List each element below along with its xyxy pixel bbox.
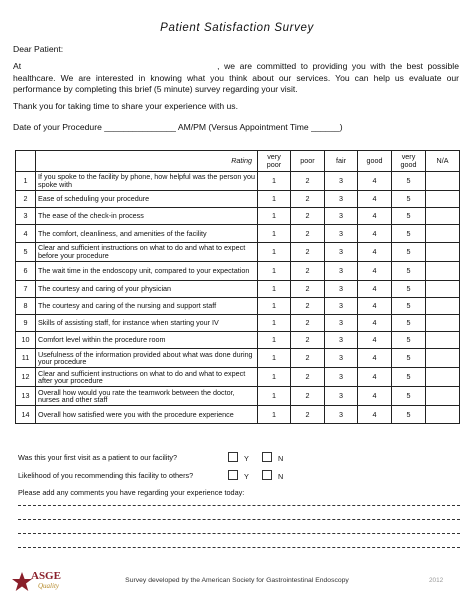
rating-option-5[interactable]: 5 xyxy=(392,225,426,242)
rating-option-5[interactable]: 5 xyxy=(392,349,426,368)
rating-option-5[interactable]: 5 xyxy=(392,406,426,423)
rating-option-na[interactable] xyxy=(426,191,460,208)
row-number: 3 xyxy=(16,208,36,225)
col-fair: fair xyxy=(325,151,358,172)
col-very-good: very good xyxy=(392,151,426,172)
comment-line[interactable] xyxy=(18,505,460,506)
rating-option-3[interactable]: 3 xyxy=(325,332,358,349)
table-row xyxy=(16,242,460,261)
comments-prompt: Please add any comments you have regarding your experience today: xyxy=(18,488,245,497)
rating-option-1[interactable]: 1 xyxy=(258,261,291,280)
row-number: 7 xyxy=(16,280,36,297)
rating-option-2[interactable]: 2 xyxy=(291,172,325,191)
table-row xyxy=(16,314,460,331)
row-number: 1 xyxy=(16,172,36,191)
page-title: Patient Satisfaction Survey xyxy=(160,22,314,34)
rating-option-4[interactable]: 4 xyxy=(358,368,392,387)
logo-subtext: Quality xyxy=(38,582,59,590)
rating-option-4[interactable]: 4 xyxy=(358,191,392,208)
rating-table xyxy=(15,150,460,424)
rating-option-2[interactable]: 2 xyxy=(291,314,325,331)
rating-option-1[interactable]: 1 xyxy=(258,297,291,314)
question-text: The comfort, cleanliness, and amenities of the facility xyxy=(36,225,258,242)
table-row xyxy=(16,387,460,406)
table-row xyxy=(16,406,460,423)
rating-option-5[interactable]: 5 xyxy=(392,191,426,208)
row-number: 6 xyxy=(16,261,36,280)
rating-option-4[interactable]: 4 xyxy=(358,406,392,423)
recommend-yes[interactable]: Y xyxy=(228,470,249,481)
rating-option-1[interactable]: 1 xyxy=(258,208,291,225)
rating-option-3[interactable]: 3 xyxy=(325,225,358,242)
rating-option-na[interactable] xyxy=(426,225,460,242)
table-row xyxy=(16,191,460,208)
recommend-question: Likelihood of you recommending this facility to others? xyxy=(18,471,194,480)
question-text: Clear and sufficient instructions on what to do and what to expect before your procedure xyxy=(36,242,258,261)
rating-option-3[interactable]: 3 xyxy=(325,368,358,387)
checkbox-icon[interactable] xyxy=(262,452,272,462)
rating-option-3[interactable]: 3 xyxy=(325,261,358,280)
rating-option-2[interactable]: 2 xyxy=(291,368,325,387)
question-text: Usefulness of the information provided about what was done during your procedure xyxy=(36,349,258,368)
rating-option-1[interactable]: 1 xyxy=(258,242,291,261)
rating-option-2[interactable]: 2 xyxy=(291,332,325,349)
rating-option-4[interactable]: 4 xyxy=(358,208,392,225)
col-very-poor: very poor xyxy=(258,151,291,172)
table-row xyxy=(16,208,460,225)
rating-option-na[interactable] xyxy=(426,406,460,423)
row-number: 2 xyxy=(16,191,36,208)
rating-option-5[interactable]: 5 xyxy=(392,208,426,225)
rating-option-1[interactable]: 1 xyxy=(258,225,291,242)
col-good: good xyxy=(358,151,392,172)
rating-option-4[interactable]: 4 xyxy=(358,332,392,349)
rating-option-3[interactable]: 3 xyxy=(325,314,358,331)
rating-option-5[interactable]: 5 xyxy=(392,280,426,297)
question-text: Overall how satisfied were you with the procedure experience xyxy=(36,406,258,423)
table-row xyxy=(16,297,460,314)
rating-option-1[interactable]: 1 xyxy=(258,332,291,349)
row-number: 8 xyxy=(16,297,36,314)
first-visit-question: Was this your first visit as a patient to our facility? xyxy=(18,453,178,462)
col-na: N/A xyxy=(426,151,460,172)
rating-option-3[interactable]: 3 xyxy=(325,242,358,261)
rating-option-2[interactable]: 2 xyxy=(291,280,325,297)
first-visit-no[interactable]: N xyxy=(262,452,283,463)
checkbox-icon[interactable] xyxy=(262,470,272,480)
first-visit-yes[interactable]: Y xyxy=(228,452,249,463)
rating-option-na[interactable] xyxy=(426,261,460,280)
rating-option-3[interactable]: 3 xyxy=(325,349,358,368)
row-number: 4 xyxy=(16,225,36,242)
rating-option-3[interactable]: 3 xyxy=(325,387,358,406)
question-text: Skills of assisting staff, for instance when starting your IV xyxy=(36,314,258,331)
rating-option-3[interactable]: 3 xyxy=(325,172,358,191)
rating-option-2[interactable]: 2 xyxy=(291,349,325,368)
rating-option-na[interactable] xyxy=(426,368,460,387)
rating-option-2[interactable]: 2 xyxy=(291,208,325,225)
footer-year: 2012 xyxy=(429,577,444,584)
table-row xyxy=(16,172,460,191)
rating-option-4[interactable]: 4 xyxy=(358,314,392,331)
table-row xyxy=(16,368,460,387)
procedure-date-line: Date of your Procedure _______________ AM/PM (Versus Appointment Time ______) xyxy=(13,122,343,132)
rating-option-na[interactable] xyxy=(426,297,460,314)
rating-option-1[interactable]: 1 xyxy=(258,349,291,368)
rating-option-5[interactable]: 5 xyxy=(392,332,426,349)
rating-option-na[interactable] xyxy=(426,387,460,406)
checkbox-icon[interactable] xyxy=(228,452,238,462)
footer-credit: Survey developed by the American Society for Gastrointestinal Endoscopy xyxy=(125,577,349,584)
row-number: 11 xyxy=(16,349,36,368)
row-number: 9 xyxy=(16,314,36,331)
question-text: Ease of scheduling your procedure xyxy=(36,191,258,208)
table-row xyxy=(16,332,460,349)
rating-option-2[interactable]: 2 xyxy=(291,261,325,280)
comment-line[interactable] xyxy=(18,547,460,548)
rating-option-2[interactable]: 2 xyxy=(291,406,325,423)
rating-option-3[interactable]: 3 xyxy=(325,280,358,297)
question-text: Comfort level within the procedure room xyxy=(36,332,258,349)
rating-option-1[interactable]: 1 xyxy=(258,191,291,208)
rating-option-na[interactable] xyxy=(426,280,460,297)
salutation: Dear Patient: xyxy=(13,44,64,54)
rating-option-2[interactable]: 2 xyxy=(291,242,325,261)
table-header-row xyxy=(16,151,460,172)
logo-text: ASGE xyxy=(31,570,61,582)
rating-option-na[interactable] xyxy=(426,208,460,225)
question-text: Overall how would you rate the teamwork between the doctor, nurses and other staff xyxy=(36,387,258,406)
rating-option-3[interactable]: 3 xyxy=(325,191,358,208)
rating-option-5[interactable]: 5 xyxy=(392,297,426,314)
question-text: The ease of the check-in process xyxy=(36,208,258,225)
rating-option-3[interactable]: 3 xyxy=(325,406,358,423)
rating-option-1[interactable]: 1 xyxy=(258,314,291,331)
rating-option-5[interactable]: 5 xyxy=(392,261,426,280)
rating-option-4[interactable]: 4 xyxy=(358,172,392,191)
rating-option-1[interactable]: 1 xyxy=(258,172,291,191)
rating-option-1[interactable]: 1 xyxy=(258,387,291,406)
row-number: 13 xyxy=(16,387,36,406)
rating-option-5[interactable]: 5 xyxy=(392,368,426,387)
recommend-no[interactable]: N xyxy=(262,470,283,481)
rating-option-na[interactable] xyxy=(426,314,460,331)
row-number: 14 xyxy=(16,406,36,423)
rating-option-na[interactable] xyxy=(426,332,460,349)
table-row xyxy=(16,280,460,297)
intro-at: At xyxy=(13,61,22,71)
rating-option-na[interactable] xyxy=(426,349,460,368)
rating-option-4[interactable]: 4 xyxy=(358,349,392,368)
rating-option-3[interactable]: 3 xyxy=(325,208,358,225)
thanks-text: Thank you for taking time to share your experience with us. xyxy=(13,101,238,111)
question-text: If you spoke to the facility by phone, how helpful was the person you spoke with xyxy=(36,172,258,191)
rating-option-4[interactable]: 4 xyxy=(358,225,392,242)
row-number: 5 xyxy=(16,242,36,261)
intro-body: , we are committed to providing you with the best possible healthcare. We are interested in knowing what you think about our services. You can help us evaluate our performance by completing this brief (5 minute) survey regarding your visit. xyxy=(13,61,459,94)
rating-option-5[interactable]: 5 xyxy=(392,242,426,261)
table-row xyxy=(16,225,460,242)
comment-line[interactable] xyxy=(18,519,460,520)
rating-option-2[interactable]: 2 xyxy=(291,297,325,314)
col-poor: poor xyxy=(291,151,325,172)
rating-option-1[interactable]: 1 xyxy=(258,280,291,297)
rating-option-5[interactable]: 5 xyxy=(392,314,426,331)
rating-option-2[interactable]: 2 xyxy=(291,387,325,406)
comment-line[interactable] xyxy=(18,533,460,534)
rating-option-4[interactable]: 4 xyxy=(358,387,392,406)
table-row xyxy=(16,349,460,368)
rating-option-2[interactable]: 2 xyxy=(291,225,325,242)
question-text: The wait time in the endoscopy unit, compared to your expectation xyxy=(36,261,258,280)
rating-option-4[interactable]: 4 xyxy=(358,261,392,280)
rating-option-2[interactable]: 2 xyxy=(291,191,325,208)
rating-label: Rating xyxy=(36,151,258,172)
rating-option-4[interactable]: 4 xyxy=(358,242,392,261)
question-text: The courtesy and caring of the nursing and support staff xyxy=(36,297,258,314)
rating-option-4[interactable]: 4 xyxy=(358,297,392,314)
row-number: 10 xyxy=(16,332,36,349)
row-number: 12 xyxy=(16,368,36,387)
checkbox-icon[interactable] xyxy=(228,470,238,480)
rating-option-1[interactable]: 1 xyxy=(258,406,291,423)
question-text: Clear and sufficient instructions on what to do and what to expect after your procedure xyxy=(36,368,258,387)
table-row xyxy=(16,261,460,280)
question-text: The courtesy and caring of your physician xyxy=(36,280,258,297)
rating-option-5[interactable]: 5 xyxy=(392,387,426,406)
rating-option-1[interactable]: 1 xyxy=(258,368,291,387)
rating-option-3[interactable]: 3 xyxy=(325,297,358,314)
rating-option-na[interactable] xyxy=(426,172,460,191)
rating-option-na[interactable] xyxy=(426,242,460,261)
rating-option-4[interactable]: 4 xyxy=(358,280,392,297)
rating-option-5[interactable]: 5 xyxy=(392,172,426,191)
intro-paragraph xyxy=(13,61,459,96)
